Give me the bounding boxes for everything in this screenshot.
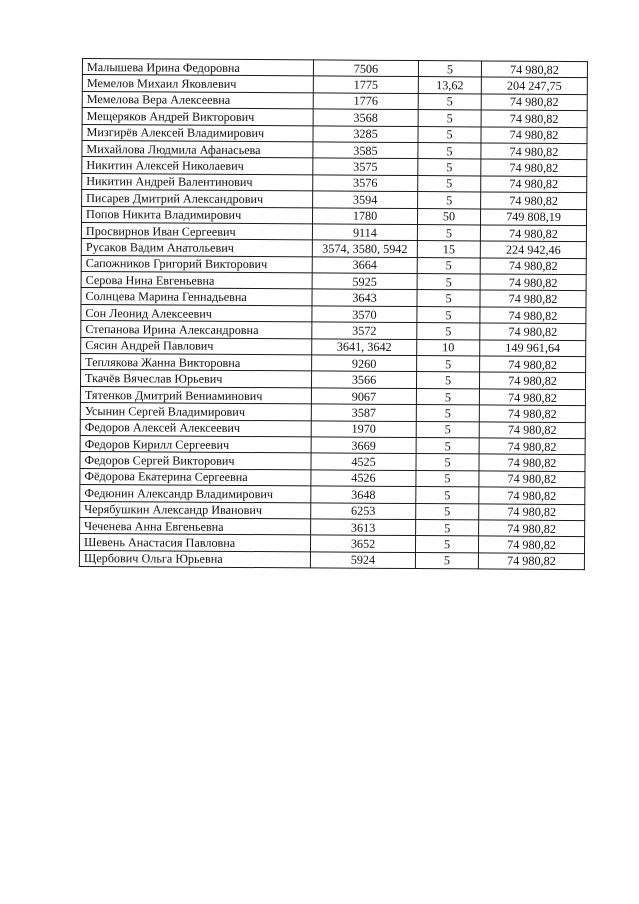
cell-quantity: 5 (418, 110, 481, 127)
cell-code: 3613 (311, 519, 416, 536)
cell-amount: 74 980,82 (480, 225, 586, 242)
cell-code: 4526 (311, 470, 416, 487)
cell-name: Просвирнов Иван Сергеевич (81, 222, 312, 240)
cell-name: Мемелова Вера Алексеевна (82, 91, 313, 109)
cell-quantity: 5 (416, 487, 479, 504)
cell-quantity: 5 (416, 470, 479, 487)
cell-quantity: 13,62 (418, 77, 481, 94)
cell-code: 3641, 3642 (312, 339, 417, 356)
cell-name: Федюнин Александр Владимирович (80, 485, 311, 503)
cell-name: Русаков Вадим Анатольевич (81, 239, 312, 257)
cell-code: 7506 (313, 60, 418, 77)
cell-name: Попов Никита Владимирович (81, 206, 312, 224)
cell-name: Малышева Ирина Федоровна (82, 59, 313, 77)
cell-amount: 74 980,82 (479, 471, 585, 488)
cell-quantity: 5 (417, 306, 480, 323)
table-body (79, 59, 587, 570)
cell-name: Черябушкин Александр Иванович (80, 501, 311, 519)
cell-amount: 74 980,82 (478, 553, 584, 570)
cell-quantity: 50 (417, 208, 480, 225)
cell-name: Теплякова Жанна Викторовна (81, 354, 312, 372)
cell-amount: 74 980,82 (479, 389, 585, 406)
cell-quantity: 5 (415, 552, 478, 569)
cell-code: 9260 (312, 355, 417, 372)
cell-code: 3664 (312, 257, 417, 274)
cell-amount: 224 942,46 (480, 241, 586, 258)
cell-amount: 74 980,82 (480, 290, 586, 307)
cell-amount: 74 980,82 (481, 94, 587, 111)
cell-amount: 74 980,82 (480, 323, 586, 340)
cell-code: 3572 (312, 322, 417, 339)
cell-quantity: 15 (417, 241, 480, 258)
cell-code: 1780 (312, 207, 417, 224)
cell-name: Мещеряков Андрей Викторович (82, 108, 313, 126)
cell-name: Щербович Ольга Юрьевна (79, 550, 310, 568)
cell-quantity: 5 (416, 372, 479, 389)
cell-name: Чеченева Анна Евгеньевна (80, 517, 311, 535)
cell-name: Усынин Сергей Владимирович (80, 403, 311, 421)
cell-amount: 74 980,82 (481, 192, 587, 209)
cell-amount: 74 980,82 (480, 307, 586, 324)
cell-quantity: 5 (417, 224, 480, 241)
cell-code: 3568 (313, 109, 418, 126)
cell-code: 1970 (311, 421, 416, 438)
cell-amount: 204 247,75 (481, 77, 587, 94)
cell-name: Сясин Андрей Павлович (81, 337, 312, 355)
cell-code: 9114 (312, 224, 417, 241)
cell-amount: 749 808,19 (480, 208, 586, 225)
cell-quantity: 5 (417, 356, 480, 373)
cell-code: 3570 (312, 306, 417, 323)
cell-amount: 74 980,82 (480, 274, 586, 291)
cell-quantity: 5 (416, 421, 479, 438)
cell-amount: 74 980,82 (479, 454, 585, 471)
cell-code: 9067 (311, 388, 416, 405)
cell-code: 3594 (313, 191, 418, 208)
cell-name: Михайлова Людмила Афанасьева (82, 140, 313, 158)
cell-code: 3576 (313, 175, 418, 192)
cell-code: 3585 (313, 142, 418, 159)
cell-amount: 74 980,82 (481, 127, 587, 144)
cell-name: Федоров Алексей Алексеевич (80, 419, 311, 437)
cell-amount: 74 980,82 (479, 405, 585, 422)
cell-name: Солнцева Марина Геннадьевна (81, 288, 312, 306)
cell-amount: 74 980,82 (480, 356, 586, 373)
cell-name: Писарев Дмитрий Александрович (82, 190, 313, 208)
cell-amount: 74 980,82 (481, 61, 587, 78)
cell-code: 5924 (310, 552, 415, 569)
cell-name: Ткачёв Вячеслав Юрьевич (80, 370, 311, 388)
cell-code: 5925 (312, 273, 417, 290)
cell-quantity: 5 (416, 405, 479, 422)
cell-name: Мизгирёв Алексей Владимирович (82, 124, 313, 142)
cell-quantity: 5 (418, 126, 481, 143)
cell-amount: 149 961,64 (480, 340, 586, 357)
cell-code: 3575 (313, 158, 418, 175)
cell-amount: 74 980,82 (478, 536, 584, 553)
cell-name: Степанова Ирина Александровна (81, 321, 312, 339)
cell-quantity: 5 (417, 323, 480, 340)
cell-quantity: 5 (417, 274, 480, 291)
cell-quantity: 5 (418, 159, 481, 176)
cell-name: Сон Леонид Алексеевич (81, 304, 312, 322)
cell-quantity: 5 (418, 192, 481, 209)
cell-code: 3574, 3580, 5942 (312, 240, 417, 257)
cell-amount: 74 980,82 (481, 176, 587, 193)
cell-amount: 74 980,82 (479, 422, 585, 439)
cell-amount: 74 980,82 (479, 372, 585, 389)
cell-name: Сапожников Григорий Викторович (81, 255, 312, 273)
cell-name: Фёдорова Екатерина Сергеевна (80, 468, 311, 486)
cell-quantity: 5 (416, 438, 479, 455)
cell-amount: 74 980,82 (479, 438, 585, 455)
table-row (79, 550, 584, 569)
cell-name: Никитин Андрей Валентинович (82, 173, 313, 191)
cell-quantity: 5 (416, 519, 479, 536)
cell-name: Шевень Анастасия Павловна (79, 534, 310, 552)
cell-name: Никитин Алексей Николаевич (82, 157, 313, 175)
cell-code: 3643 (312, 289, 417, 306)
cell-code: 3652 (310, 535, 415, 552)
cell-code: 3285 (313, 125, 418, 142)
cell-code: 1775 (313, 76, 418, 93)
cell-code: 3587 (311, 404, 416, 421)
cell-quantity: 5 (418, 93, 481, 110)
cell-name: Федоров Кирилл Сергеевич (80, 435, 311, 453)
cell-quantity: 5 (418, 143, 481, 160)
cell-quantity: 5 (418, 61, 481, 78)
cell-quantity: 5 (415, 536, 478, 553)
cell-amount: 74 980,82 (479, 503, 585, 520)
cell-quantity: 5 (416, 454, 479, 471)
cell-amount: 74 980,82 (479, 520, 585, 537)
cell-quantity: 5 (418, 175, 481, 192)
cell-code: 3566 (311, 371, 416, 388)
cell-code: 3648 (311, 486, 416, 503)
cell-quantity: 5 (416, 388, 479, 405)
cell-amount: 74 980,82 (479, 487, 585, 504)
cell-code: 4525 (311, 453, 416, 470)
cell-quantity: 5 (417, 290, 480, 307)
cell-amount: 74 980,82 (481, 110, 587, 127)
cell-name: Серова Нина Евгеньевна (81, 272, 312, 290)
cell-code: 1776 (313, 93, 418, 110)
cell-amount: 74 980,82 (480, 258, 586, 275)
cell-quantity: 10 (417, 339, 480, 356)
cell-amount: 74 980,82 (481, 159, 587, 176)
cell-name: Федоров Сергей Викторович (80, 452, 311, 470)
cell-code: 6253 (311, 502, 416, 519)
cell-quantity: 5 (416, 503, 479, 520)
cell-quantity: 5 (417, 257, 480, 274)
shareholder-table (79, 58, 588, 570)
cell-code: 3669 (311, 437, 416, 454)
cell-name: Мемелов Михаил Яковлевич (82, 75, 313, 93)
cell-amount: 74 980,82 (481, 143, 587, 160)
cell-name: Тятенков Дмитрий Вениаминович (80, 386, 311, 404)
